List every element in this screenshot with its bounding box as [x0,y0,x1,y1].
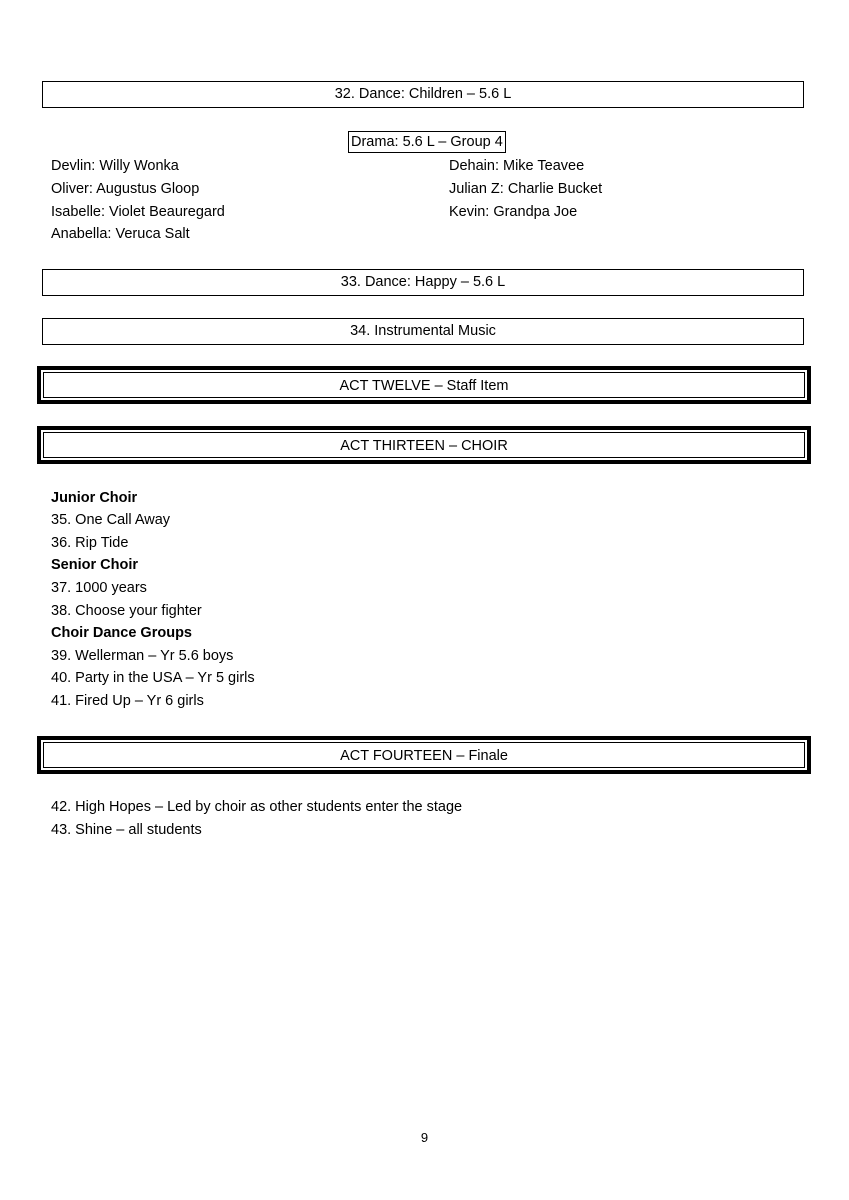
cast-entry: Devlin: Willy Wonka [51,158,179,174]
cast-entry: Oliver: Augustus Gloop [51,181,200,197]
cast-entry: Kevin: Grandpa Joe [449,204,578,220]
list-item: 42. High Hopes – Led by choir as other students enter the stage [51,799,463,815]
list-item: 41. Fired Up – Yr 6 girls [51,693,204,709]
list-item: 35. One Call Away [51,512,171,528]
act-thirteen-box [37,426,811,464]
senior-choir-heading: Senior Choir [51,557,139,573]
item-33-label: 33. Dance: Happy – 5.6 L [340,274,506,290]
list-item: 36. Rip Tide [51,535,129,551]
cast-entry: Dehain: Mike Teavee [449,158,585,174]
act-twelve-title: ACT TWELVE – Staff Item [43,372,805,398]
cast-entry: Isabelle: Violet Beauregard [51,204,225,220]
act-fourteen-title: ACT FOURTEEN – Finale [43,742,805,768]
list-item: 37. 1000 years [51,580,147,596]
item-34-box [42,318,804,345]
act-twelve-box [37,366,811,404]
item-34-label: 34. Instrumental Music [350,323,496,339]
list-item: 38. Choose your fighter [51,603,202,619]
cast-entry: Anabella: Veruca Salt [51,226,190,242]
list-item: 43. Shine – all students [51,822,202,838]
act-thirteen-title: ACT THIRTEEN – CHOIR [43,432,805,458]
page-number: 9 [420,1130,429,1145]
cast-entry: Julian Z: Charlie Bucket [449,181,603,197]
item-33-box [42,269,804,296]
item-32-label: 32. Dance: Children – 5.6 L [334,86,512,102]
item-32-box [42,81,804,108]
junior-choir-heading: Junior Choir [51,490,138,506]
choir-dance-groups-heading: Choir Dance Groups [51,625,192,641]
drama-title: Drama: 5.6 L – Group 4 [348,131,506,153]
list-item: 39. Wellerman – Yr 5.6 boys [51,648,234,664]
list-item: 40. Party in the USA – Yr 5 girls [51,670,255,686]
act-fourteen-box [37,736,811,774]
